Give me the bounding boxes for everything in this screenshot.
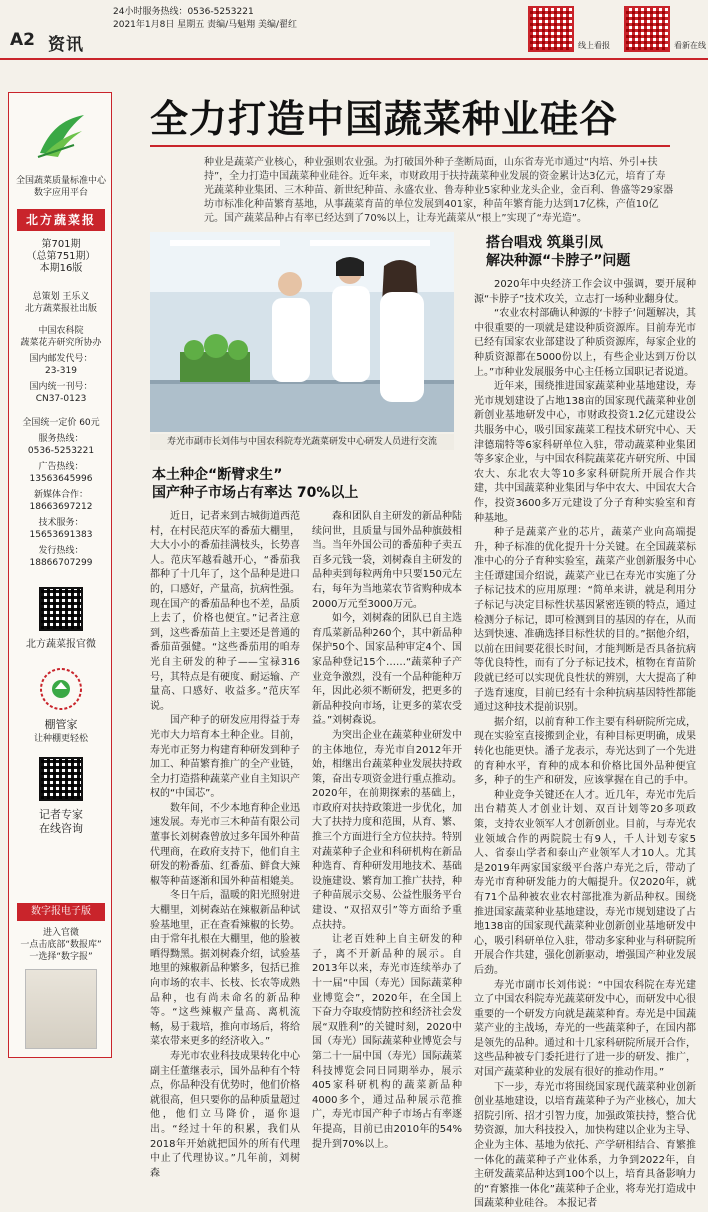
page-number: A2 [10,30,35,50]
article-column-2 [312,510,462,1150]
sidebar-masthead [8,92,112,1058]
distribution-label: 发行热线： [38,546,84,556]
publisher: 北方蔬菜报社出版 [24,304,97,314]
article-title: 全力打造中国蔬菜种业硅谷 [150,97,619,141]
co-sponsor-2: 蔬菜花卉研究所协办 [20,338,102,348]
postal-code: 23-319 [45,366,77,376]
article-column-3 [474,278,696,1210]
paragraph: 让老百姓种上自主研发的种子，离不开新品种的展示。自2013年以来，寿光市连续举办了十一届“中国（寿光）国际蔬菜种业博览会”，2020年，在全国上下奋力夺取疫情防控和经济社会发展“双胜利”的关键时刻，2020中国（寿光）国际蔬菜种业博览会与第二十一届中国（寿光）国际蔬菜科技博览会同日同期举办，展示405家科研机构的蔬菜新品种4000多个，通过品种展示范推广，寿光市国产种子市场占有率逐年提高，目前已由2010年的54%提升到70%以上。 [312,934,462,1150]
epaper-step-3: 一选择“数字报” [29,952,93,962]
paragraph: 数年间，不少本地育种企业迅速发展。寿光市三木种苗有限公司董事长刘树森曾放过多年国外种苗代理商，在政府支持下，他们自主研发的粉番茄、红番茄、鲜食大辣椒等种苗逐渐和国外种苗相媲美。 [150,802,300,887]
epaper-bar[interactable]: 数字报电子版 [17,903,105,921]
leaf-logo-icon [34,109,88,163]
header-divider [0,58,708,60]
phone-screenshot-thumbnail [25,969,97,1049]
official-wechat-qr-icon[interactable] [39,587,83,631]
online-reading-qr-caption: 线上看报 [578,41,610,50]
media-partner-number: 18663697212 [29,502,93,512]
issue-number: 第701期 [41,239,81,250]
expert-consult-caption-1: 记者专家 [39,808,83,821]
tech-service-number: 15653691383 [29,530,93,540]
paragraph: 森和团队自主研发的新品种陆续问世，且质量与国外品种旗鼓相当。当年外国公司的番茄种子卖五百多元钱一袋，刘树森自主研发的品种卖到每粒两角中只要150元左右，每年为当地菜农节省购种成本2000万元至3000万元。 [312,511,462,610]
postal-code-label: 国内邮发代号： [29,354,93,364]
dateline-text: 2021年1月8日 星期五 责编/马魁翔 美编/翟红 [113,20,298,30]
paragraph: 近日，记者来到古城街道西范村，在村民范庆军的番茄大棚里，大大小小的番茄挂满枝头，长势喜人。范庆军越看越开心，“番茄我都种了十几年了，这个品种是进口的，口感好，产量高，抗病性强。现在国产的番茄品种也不差，品质上去了，价格也便宜。”记者注意到，这些番茄苗上主要还是普通的番茄苗强健。“这些番茄用的咱寿光自主研发的种子——宝禄316号，其特点是有硬度、耐运输、产量高、口感好、收益多。”范庆军说。 [150,511,300,712]
online-reading-qr-icon[interactable] [528,6,574,52]
subhead-1-line-1: 本土种企“断臂求生” [152,467,283,483]
paragraph: 寿光市农业科技成果转化中心副主任董继表示，国外品种有个特点，你品种没有优势时，他们价格就很高，但只要你的品种质量超过他，他们立马降价，逼你退出。“经过十年的积累，我们从2018年开始就把国外的所有代理中止了代理协议。”几年前，刘树森 [150,1050,300,1179]
news-online-qr-icon[interactable] [624,6,670,52]
page-count: 本期16版 [39,263,83,274]
greenhouse-manager-slogan: 让种棚更轻松 [33,734,88,744]
subhead-2-line-2: 解决种源“卡脖子”问题 [486,253,631,269]
subhead-2-line-1: 搭台唱戏 筑巢引凤 [486,235,603,251]
paragraph: 种业竞争关键还在人才。近几年，寿光市先后出台精英人才创业计划、双百计划等20多项政策，支持农业领军人才创新创业。目前，与寿光农业领域合作的两院院士有9人，千人计划专家5人、省泰山学者和泰山产业领军人才10人。尤其是2019年两家国家级平台落户寿光之后，带动了寿光市育种研发能力的大幅提升。仅2020年，就有71个品种被农业农村部批准为新品种权。围绕推进国家蔬菜种业基地建设，寿光市规划建设了占地138亩的国家现代蔬菜种业创新创业基地研发中心，吸引科研单位入驻，带动多家种业与科研院所开展合作共建，强化创新驱动，增强国产种业发展后劲。 [474,789,696,976]
paragraph: 近年来，围绕推进国家蔬菜种业基地建设，寿光市规划建设了占地138亩的国家现代蔬菜种业创新创业基地研发中心，市财政投资1.2亿元建设公共服务中心，吸引国家蔬菜工程技术研究中心、天津德瑞特等6家科研单位入驻，带动蔬菜种业集团等多家企业，与中国农科院蔬菜花卉研究所、中国农大、东北农大等10多家科研院所开展合作共建，共中国蔬菜种业集团与华中农大、中国农大合作，投资3600多万元建设了分子育种实验室和育种基地。 [474,381,696,524]
newspaper-brand: 北方蔬菜报 [17,209,105,231]
greenhouse-manager-app-icon[interactable] [39,667,83,711]
section-name: 资讯 [48,35,84,55]
epaper-step-2: 一点击底部“数报库” [20,940,102,950]
ad-hotline: 13563645996 [29,474,93,484]
paragraph: 2020年中央经济工作会议中强调，要开展种源“卡脖子”技术攻关，立志打一场种业翻身仗。 [474,279,696,305]
article-lead: 种业是蔬菜产业核心，种业强则农业强。为打破国外种子垄断局面，山东省寿光市通过“内培、外引+扶持”，全力打造中国蔬菜种业硅谷。近年来，市财政用于扶持蔬菜种业发展的资金累计达3亿元，培育了寿光蔬菜种业集团、三木种苗、新世纪种苗、永盛农业、鲁寿种业5家种业龙头企业，金百利、鲁盛等29家器坊市标准化种苗繁育基地，从事蔬菜育苗的单位发展到401家，种苗年繁育能力达到17亿株，产值10亿元。国产蔬菜品种占有率已经达到了70%以上，让寿光蔬菜从“根上”实现了“寿光造”。 [204,157,674,224]
hotline-text: 24小时服务热线：0536-5253221 [113,7,254,17]
news-photo [150,232,454,432]
media-partner-label: 新媒体合作： [33,490,88,500]
lab-scene-illustration [150,232,454,432]
official-wechat-caption: 北方蔬菜报官微 [26,639,96,650]
subhead-1-line-2: 国产种子市场占有率达 70%以上 [152,485,359,501]
paragraph: “农业农村部确认种源的‘卡脖子’问题解决，其中很重要的一项就是建设种质资源库。目前寿光市已经有国家农业部建设了种质资源库，每家企业的种质资源都在5000份以上，有些企业达到万份以上。”市种业发展服务中心主任杨立国职记者说道。 [474,308,696,378]
paragraph: 寿光市副市长刘伟说：“中国农科院在寿光建立了中国农科院寿光蔬菜研发中心，而研发中心很重要的一个研发方向就是蔬菜种育。寿光是中国蔬菜产业的主战场，寿光的一些蔬菜种子，在国内都是领先的品种。通过和十几家科研院所展开合作，这些品种被专门委托进行了进一步的研发、推广，对国产蔬菜种业的发展有很好的推动作用。” [474,979,696,1079]
paragraph: 如今，刘树森的团队已自主选育瓜菜新品种260个，其中新品种保护50个、国家品种审定4个、国家品种登记15个……“蔬菜种子产业竞争激烈，没有一个品种能种万年，因此必须不断研发，把更多的新品种投向市场，让更多的菜农受益。”刘树森说。 [312,613,462,727]
greenhouse-manager-caption: 棚管家 [44,718,78,731]
news-online-qr-caption: 看新在线 [674,41,706,50]
paragraph: 下一步，寿光市将围绕国家现代蔬菜种业创新创业基地建设，以培育蔬菜种子为产业核心，加大招院引所、招才引智力度，加强政策扶持，整合优势资源，加大科技投入，加快构建以企业为主导、企业为主体、基地为依托、产学研相结合、育繁推一体化的蔬菜种子产业体系，力争到2022年，自主研发蔬菜品种达到100个以上，培育具备影响力的“育繁推一体化”蔬菜种子企业，将寿光打造成中国蔬菜种业硅谷。 本报记者 [474,1081,696,1210]
photo-caption: 寿光市副市长刘伟与中国农科院寿光蔬菜研发中心研发人员进行交流 [150,434,454,450]
paragraph: 国产种子的研发应用得益于寿光市大力培育本土种企业。目前，寿光市正努力构建育种研发到种子加工、种苗繁育推广的全产业链，全力打造搭种蔬菜产业自主知识产权的“中国芯”。 [150,715,300,800]
expert-consult-qr-icon[interactable] [39,757,83,801]
paragraph: 据介绍，以前育种工作主要有科研院所完成，现在实验室直接搬到企业，有种目标更明确，成果转化也能更快。潘子龙表示，寿光达到了一个先进的育种水平，育种的成本和价格比国外品种便宜多，种子的生产和研发，应该掌握在自己的手中。 [474,716,696,787]
cn-code: CN37-0123 [35,394,87,404]
title-divider [150,145,670,147]
total-issue-number: （总第751期） [26,251,96,262]
page-header [0,0,708,64]
org-name-2: 数字应用平台 [33,188,88,198]
paragraph: 冬日午后，温暖的阳光照射进大棚里，刘树森站在辣椒新品种试验基地里，正在查看辣椒的长势。由于常年扎根在大棚里，他的脸被晒得黝黑。据刘树森介绍，试验基地里的辣椒新品种繁多，包括已推向市场的农丰、长枝、长农等成熟品种，也有尚未命名的新品种等。“这些辣椒产量高、离机流畅，易于栽培，推向市场后，将给菜农带来更多的经济收入。” [150,890,300,1048]
cn-code-label: 国内统一刊号： [29,382,93,392]
distribution-number: 18866707299 [29,558,93,568]
ad-hotline-label: 广告热线： [38,462,84,472]
price: 全国统一定价 60元 [22,418,100,428]
chief-planner: 总策划 王乐义 [32,292,90,302]
expert-consult-caption-2: 在线咨询 [39,822,83,835]
co-sponsor-1: 中国农科院 [38,326,84,336]
service-hotline: 0536-5253221 [27,446,95,456]
article-column-1 [150,510,300,1179]
service-hotline-label: 服务热线： [38,434,84,444]
epaper-step-1: 进入官微 [42,928,79,938]
paragraph: 种子是蔬菜产业的芯片，蔬菜产业向高端提升，种子标准的优化提升十分关键。在全国蔬菜标准中心的分子育种实验室，蔬菜产业创新服务中心主任谭建国介绍说，蔬菜产业已在寿光市实施了分子标记技术的应用原理：“简单来讲，就是利用分子标记与决定目标性状基因紧密连锁的特点，通过检测分子标记，即可检测到目的基因的存在，从而达到快速、准确选择目标性状的目的。”据他介绍，以前在田间要花很长时间，才能判断是否具备抗病等优良特性，而有了分子标记技术，植物在育苗阶段就已经可以实现优良性状的辨别，大大提高了种子选育速度，目前已经有十余种抗病基因特性都能通过这种技术提前识别。 [474,527,696,714]
org-name-1: 全国蔬菜质量标准中心 [15,176,106,186]
paragraph: 为突出企业在蔬菜种业研发中的主体地位，寿光市自2012年开始，相继出台蔬菜种业发展扶持政策，奋出专项资金进行重点推动。2020年，在前期探索的基础上，市政府对扶持政策进一步优化，加大了扶持力度和范围，从育、繁、推三个方面进行全方位扶持。特别对蔬菜种子企业和科研机构在新品种选育、育种研发用地技术、基础设施建设、繁育加工推广扶持，种子种苗展示交易、公益性服务平台建设、“双招双引”等方面给予重点扶持。 [312,729,462,931]
tech-service-label: 技术服务： [38,518,84,528]
